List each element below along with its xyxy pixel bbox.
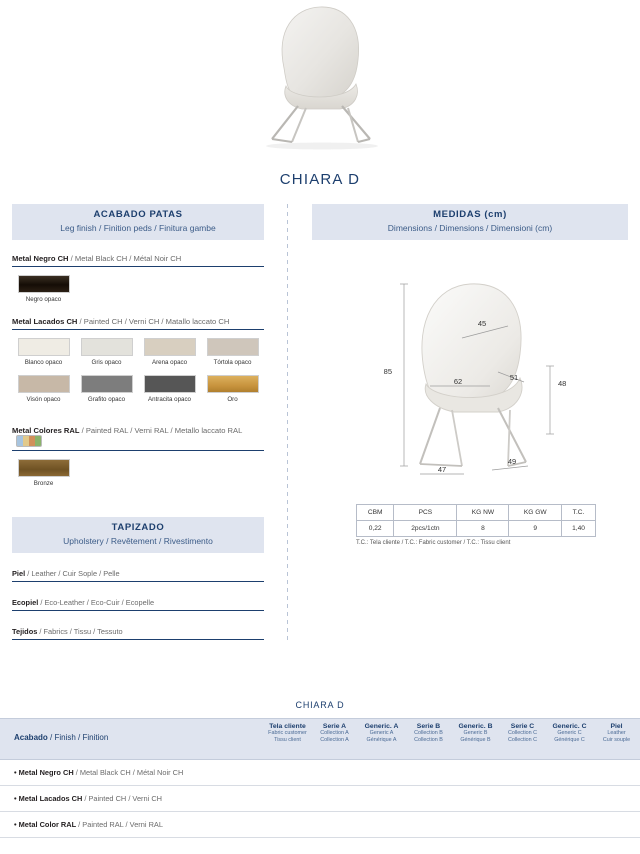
packing-table bbox=[356, 504, 596, 537]
upholstery-row-rest: / Eco-Leather / Eco-Cuir / Ecopelle bbox=[38, 598, 155, 607]
swatch[interactable] bbox=[75, 375, 138, 403]
upholstery-section bbox=[12, 517, 264, 640]
legs-header-subtitle: Leg finish / Finition peds / Finitura gambe bbox=[60, 223, 216, 233]
finish-group-rule bbox=[12, 450, 264, 451]
swatch-label: Bronze bbox=[33, 480, 54, 487]
upholstery-row-rule bbox=[12, 610, 264, 611]
upholstery-row-bold: Piel bbox=[12, 569, 26, 578]
matrix-row-bold: • Metal Lacados CH bbox=[14, 794, 83, 803]
upholstery-section-header bbox=[12, 517, 264, 553]
swatch-label: Oro bbox=[227, 396, 238, 403]
matrix-row-bold: • Metal Color RAL bbox=[14, 820, 77, 829]
finish-group-title-bold: Metal Lacados CH bbox=[12, 317, 78, 326]
upholstery-row-rest: / Leather / Cuir Sople / Pelle bbox=[25, 569, 120, 578]
matrix-column-title: Generic. B bbox=[458, 723, 493, 730]
matrix-column-title: Serie B bbox=[416, 723, 441, 730]
swatch[interactable] bbox=[12, 338, 75, 366]
page-title: CHIARA D bbox=[279, 171, 361, 188]
upholstery-row-rule bbox=[12, 581, 264, 582]
swatch-label: Visón opaco bbox=[26, 396, 61, 403]
finish-group-title bbox=[12, 426, 264, 450]
dimension-drawing bbox=[312, 250, 628, 500]
upholstery-row-rest: / Fabrics / Tissu / Tessuto bbox=[37, 627, 123, 636]
matrix-column-sub1: Collection C bbox=[507, 730, 538, 736]
swatch[interactable] bbox=[12, 275, 75, 303]
swatch[interactable] bbox=[12, 459, 75, 487]
finish-group-rule bbox=[12, 329, 264, 330]
table-row bbox=[0, 786, 640, 812]
finish-group-ral bbox=[12, 426, 264, 487]
upholstery-row-tejidos bbox=[12, 627, 264, 640]
swatch-grid bbox=[12, 338, 264, 412]
swatch-label: Negro opaco bbox=[25, 296, 62, 303]
matrix-column bbox=[358, 723, 405, 745]
upholstery-header-subtitle: Upholstery / Revêtement / Rivestimento bbox=[63, 536, 213, 546]
upholstery-row-ecopiel bbox=[12, 598, 264, 611]
measures-column bbox=[312, 204, 628, 546]
matrix-column-sub1: Collection B bbox=[414, 730, 443, 736]
upholstery-row-label bbox=[12, 598, 264, 610]
swatch-label: Grafito opaco bbox=[87, 396, 126, 403]
svg-text:62: 62 bbox=[453, 377, 463, 386]
upholstery-header-title: TAPIZADO bbox=[111, 522, 165, 533]
matrix-row-rest: / Metal Black CH / Métal Noir CH bbox=[73, 768, 184, 777]
matrix-column bbox=[264, 723, 311, 745]
table-row bbox=[0, 760, 640, 786]
finish-group-lacados bbox=[12, 317, 264, 412]
matrix-column-title: Generic. C bbox=[552, 723, 587, 730]
svg-text:85: 85 bbox=[383, 367, 392, 376]
chair-product-image bbox=[236, 2, 406, 152]
matrix-column-sub1: Collection A bbox=[320, 730, 349, 736]
matrix-column-title: Generic. A bbox=[364, 723, 399, 730]
packing-table-note: T.C.: Tela cliente / T.C.: Fabric customer / T.C.: Tissu client bbox=[356, 540, 511, 546]
cell-kgnw: 8 bbox=[457, 521, 509, 537]
swatch-chip bbox=[144, 338, 196, 356]
swatch-chip bbox=[207, 338, 259, 356]
swatch-chip bbox=[18, 275, 70, 293]
matrix-column-sub2: Collection B bbox=[414, 737, 443, 744]
finish-matrix-row-label-bold: Acabado bbox=[14, 733, 48, 742]
matrix-column-sub1: Generic A bbox=[369, 730, 394, 736]
matrix-row-bold: • Metal Negro CH bbox=[14, 768, 74, 777]
matrix-row-rest: / Painted RAL / Verni RAL bbox=[76, 820, 163, 829]
finish-matrix-header bbox=[0, 718, 640, 760]
hero-section bbox=[0, 0, 640, 165]
finish-group-rule bbox=[12, 266, 264, 267]
finish-group-title-bold: Metal Negro CH bbox=[12, 254, 69, 263]
swatch-label: Tórtola opaco bbox=[213, 359, 252, 366]
legs-column bbox=[12, 204, 264, 640]
finish-matrix-section bbox=[0, 700, 640, 838]
matrix-column-title: Piel bbox=[610, 723, 623, 730]
matrix-column-sub2: Générique A bbox=[366, 737, 397, 744]
swatch-chip bbox=[207, 375, 259, 393]
matrix-column bbox=[452, 723, 499, 745]
swatch-chip bbox=[81, 375, 133, 393]
matrix-column-sub2: Collection C bbox=[507, 737, 538, 744]
matrix-column-sub2: Générique B bbox=[460, 737, 491, 744]
swatch[interactable] bbox=[201, 338, 264, 366]
col-header-kggw: KG GW bbox=[509, 505, 562, 521]
finish-group-title-rest: / Painted RAL / Verni RAL / Metallo laccato RAL bbox=[79, 426, 243, 435]
upholstery-row-rule bbox=[12, 639, 264, 640]
matrix-column-sub2: Cuir souple bbox=[602, 737, 631, 744]
svg-text:47: 47 bbox=[437, 465, 447, 474]
matrix-column-sub2: Tissu client bbox=[274, 737, 301, 744]
col-header-tc: T.C. bbox=[562, 505, 596, 521]
matrix-column-sub2: Générique C bbox=[554, 737, 585, 744]
matrix-column bbox=[593, 723, 640, 745]
dimension-diagram bbox=[312, 250, 628, 500]
matrix-row-label bbox=[14, 794, 162, 803]
swatch[interactable] bbox=[75, 338, 138, 366]
svg-text:49: 49 bbox=[507, 457, 517, 466]
swatch-chip bbox=[18, 375, 70, 393]
table-header-row bbox=[357, 505, 596, 521]
matrix-column-sub2: Collection A bbox=[320, 737, 349, 744]
swatch-chip bbox=[81, 338, 133, 356]
swatch[interactable] bbox=[201, 375, 264, 403]
matrix-column bbox=[311, 723, 358, 745]
legs-section-header bbox=[12, 204, 264, 240]
cell-pcs: 2pcs/1ctn bbox=[394, 521, 457, 537]
cell-tc: 1,40 bbox=[562, 521, 596, 537]
swatch[interactable] bbox=[12, 375, 75, 403]
measures-header-subtitle: Dimensions / Dimensions / Dimensioni (cm) bbox=[387, 223, 553, 233]
matrix-column-sub1: Leather bbox=[607, 730, 626, 736]
matrix-row-rest: / Painted CH / Verni CH bbox=[82, 794, 162, 803]
matrix-column-sub1: Generic B bbox=[463, 730, 488, 736]
finish-group-title bbox=[12, 254, 264, 266]
measures-section-header bbox=[312, 204, 628, 240]
svg-text:51: 51 bbox=[509, 373, 519, 382]
matrix-column bbox=[499, 723, 546, 745]
svg-text:48: 48 bbox=[558, 379, 567, 388]
col-header-cbm: CBM bbox=[357, 505, 394, 521]
upholstery-row-bold: Ecopiel bbox=[12, 598, 39, 607]
col-header-kgnw: KG NW bbox=[457, 505, 509, 521]
swatch-label: Blanco opaco bbox=[24, 359, 63, 366]
finish-matrix-row-label-rest: / Finish / Finition bbox=[47, 733, 109, 742]
cell-cbm: 0,22 bbox=[357, 521, 394, 537]
matrix-column-sub1: Fabric customer bbox=[268, 730, 307, 736]
swatch-chip bbox=[18, 459, 70, 477]
swatch-chip bbox=[18, 338, 70, 356]
swatch[interactable] bbox=[138, 375, 201, 403]
finish-group-negro bbox=[12, 254, 264, 303]
measures-header-title: MEDIDAS (cm) bbox=[433, 209, 507, 220]
col-header-pcs: PCS bbox=[394, 505, 457, 521]
swatch-label: Antracita opaco bbox=[148, 396, 191, 403]
finish-group-title-rest: / Painted CH / Verni CH / Matallo laccato CH bbox=[77, 317, 230, 326]
swatch[interactable] bbox=[138, 338, 201, 366]
finish-group-title-rest: / Metal Black CH / Métal Noir CH bbox=[68, 254, 182, 263]
upholstery-row-piel bbox=[12, 569, 264, 582]
table-row bbox=[357, 521, 596, 537]
matrix-column bbox=[405, 723, 452, 745]
svg-text:45: 45 bbox=[477, 319, 487, 328]
ral-palette-icon bbox=[16, 435, 42, 447]
finish-matrix-title: CHIARA D bbox=[295, 700, 345, 710]
finish-matrix-row-label bbox=[14, 733, 108, 742]
finish-group-title bbox=[12, 317, 264, 329]
matrix-column bbox=[546, 723, 593, 745]
upholstery-row-label bbox=[12, 627, 264, 639]
table-row bbox=[0, 812, 640, 838]
cell-kggw: 9 bbox=[509, 521, 562, 537]
upholstery-row-bold: Tejidos bbox=[12, 627, 38, 636]
matrix-column-title: Tela cliente bbox=[269, 723, 306, 730]
finish-group-title-bold: Metal Colores RAL bbox=[12, 426, 80, 435]
finish-matrix-columns bbox=[264, 723, 640, 745]
swatch-label: Gris opaco bbox=[91, 359, 122, 366]
matrix-column-title: Serie C bbox=[510, 723, 535, 730]
matrix-column-title: Serie A bbox=[322, 723, 347, 730]
column-divider bbox=[287, 204, 288, 644]
swatch-label: Arena opaco bbox=[151, 359, 188, 366]
legs-header-title: ACABADO PATAS bbox=[93, 209, 183, 220]
upholstery-row-label bbox=[12, 569, 264, 581]
swatch-chip bbox=[144, 375, 196, 393]
matrix-column-sub1: Generic C bbox=[557, 730, 582, 736]
matrix-row-label bbox=[14, 768, 183, 777]
matrix-row-label bbox=[14, 820, 163, 829]
